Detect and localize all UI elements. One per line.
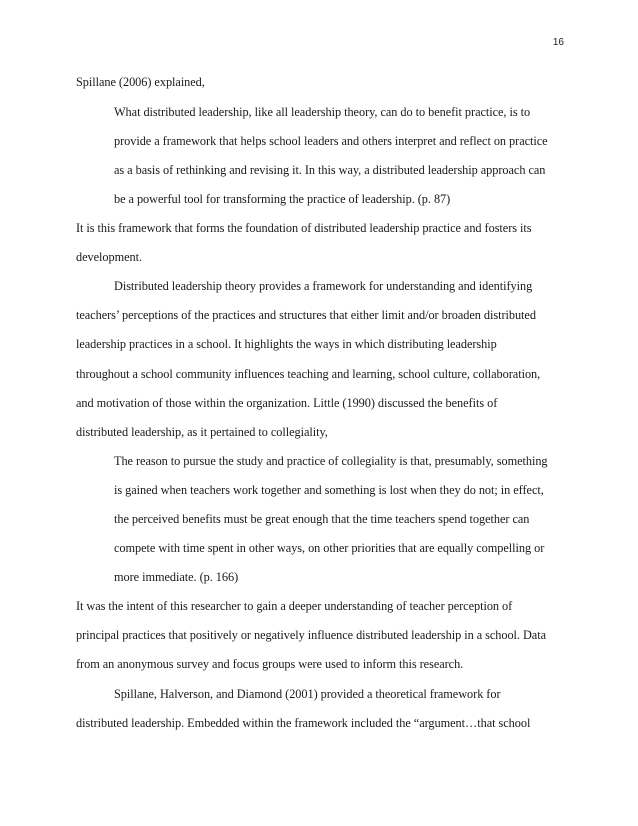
para3-line: It was the intent of this researcher to gain a deeper understanding of teacher perception of	[76, 599, 513, 613]
para2-line: distributed leadership, as it pertained to collegiality,	[76, 425, 328, 439]
para4-line: Spillane, Halverson, and Diamond (2001) provided a theoretical framework for	[114, 687, 501, 701]
intro-line: Spillane (2006) explained,	[76, 75, 205, 89]
para1-line: It is this framework that forms the foundation of distributed leadership practice and fosters its	[76, 221, 532, 235]
quote2-line: the perceived benefits must be great enough that the time teachers spend together can	[114, 512, 530, 526]
quote1-line: be a powerful tool for transforming the practice of leadership. (p. 87)	[114, 192, 451, 206]
quote2-line: The reason to pursue the study and practice of collegiality is that, presumably, something	[114, 454, 548, 468]
para3-line: from an anonymous survey and focus groups were used to inform this research.	[76, 657, 464, 671]
para2-line: throughout a school community influences teaching and learning, school culture, collaboration,	[76, 367, 541, 381]
quote2-line: is gained when teachers work together and something is lost when they do not; in effect,	[114, 483, 544, 497]
para3-line: principal practices that positively or negatively influence distributed leadership in a school. Data	[76, 628, 546, 642]
quote2-line: more immediate. (p. 166)	[114, 570, 239, 584]
page-number: 16	[552, 37, 564, 48]
para2-line: leadership practices in a school. It highlights the ways in which distributing leadership	[76, 337, 497, 351]
para2-line: and motivation of those within the organization. Little (1990) discussed the benefits of	[76, 396, 498, 410]
para4-line: distributed leadership. Embedded within the framework included the “argument…that school	[76, 716, 531, 730]
para2-line: teachers’ perceptions of the practices and structures that either limit and/or broaden distributed	[76, 308, 536, 322]
quote1-line: as a basis of rethinking and revising it. In this way, a distributed leadership approach can	[114, 163, 546, 177]
quote2-line: compete with time spent in other ways, on other priorities that are equally compelling or	[114, 541, 545, 555]
quote1-line: provide a framework that helps school leaders and others interpret and reflect on practice	[114, 134, 548, 148]
para2-line: Distributed leadership theory provides a framework for understanding and identifying	[114, 279, 533, 293]
para1-line: development.	[76, 250, 142, 264]
quote1-line: What distributed leadership, like all leadership theory, can do to benefit practice, is to	[114, 105, 531, 119]
